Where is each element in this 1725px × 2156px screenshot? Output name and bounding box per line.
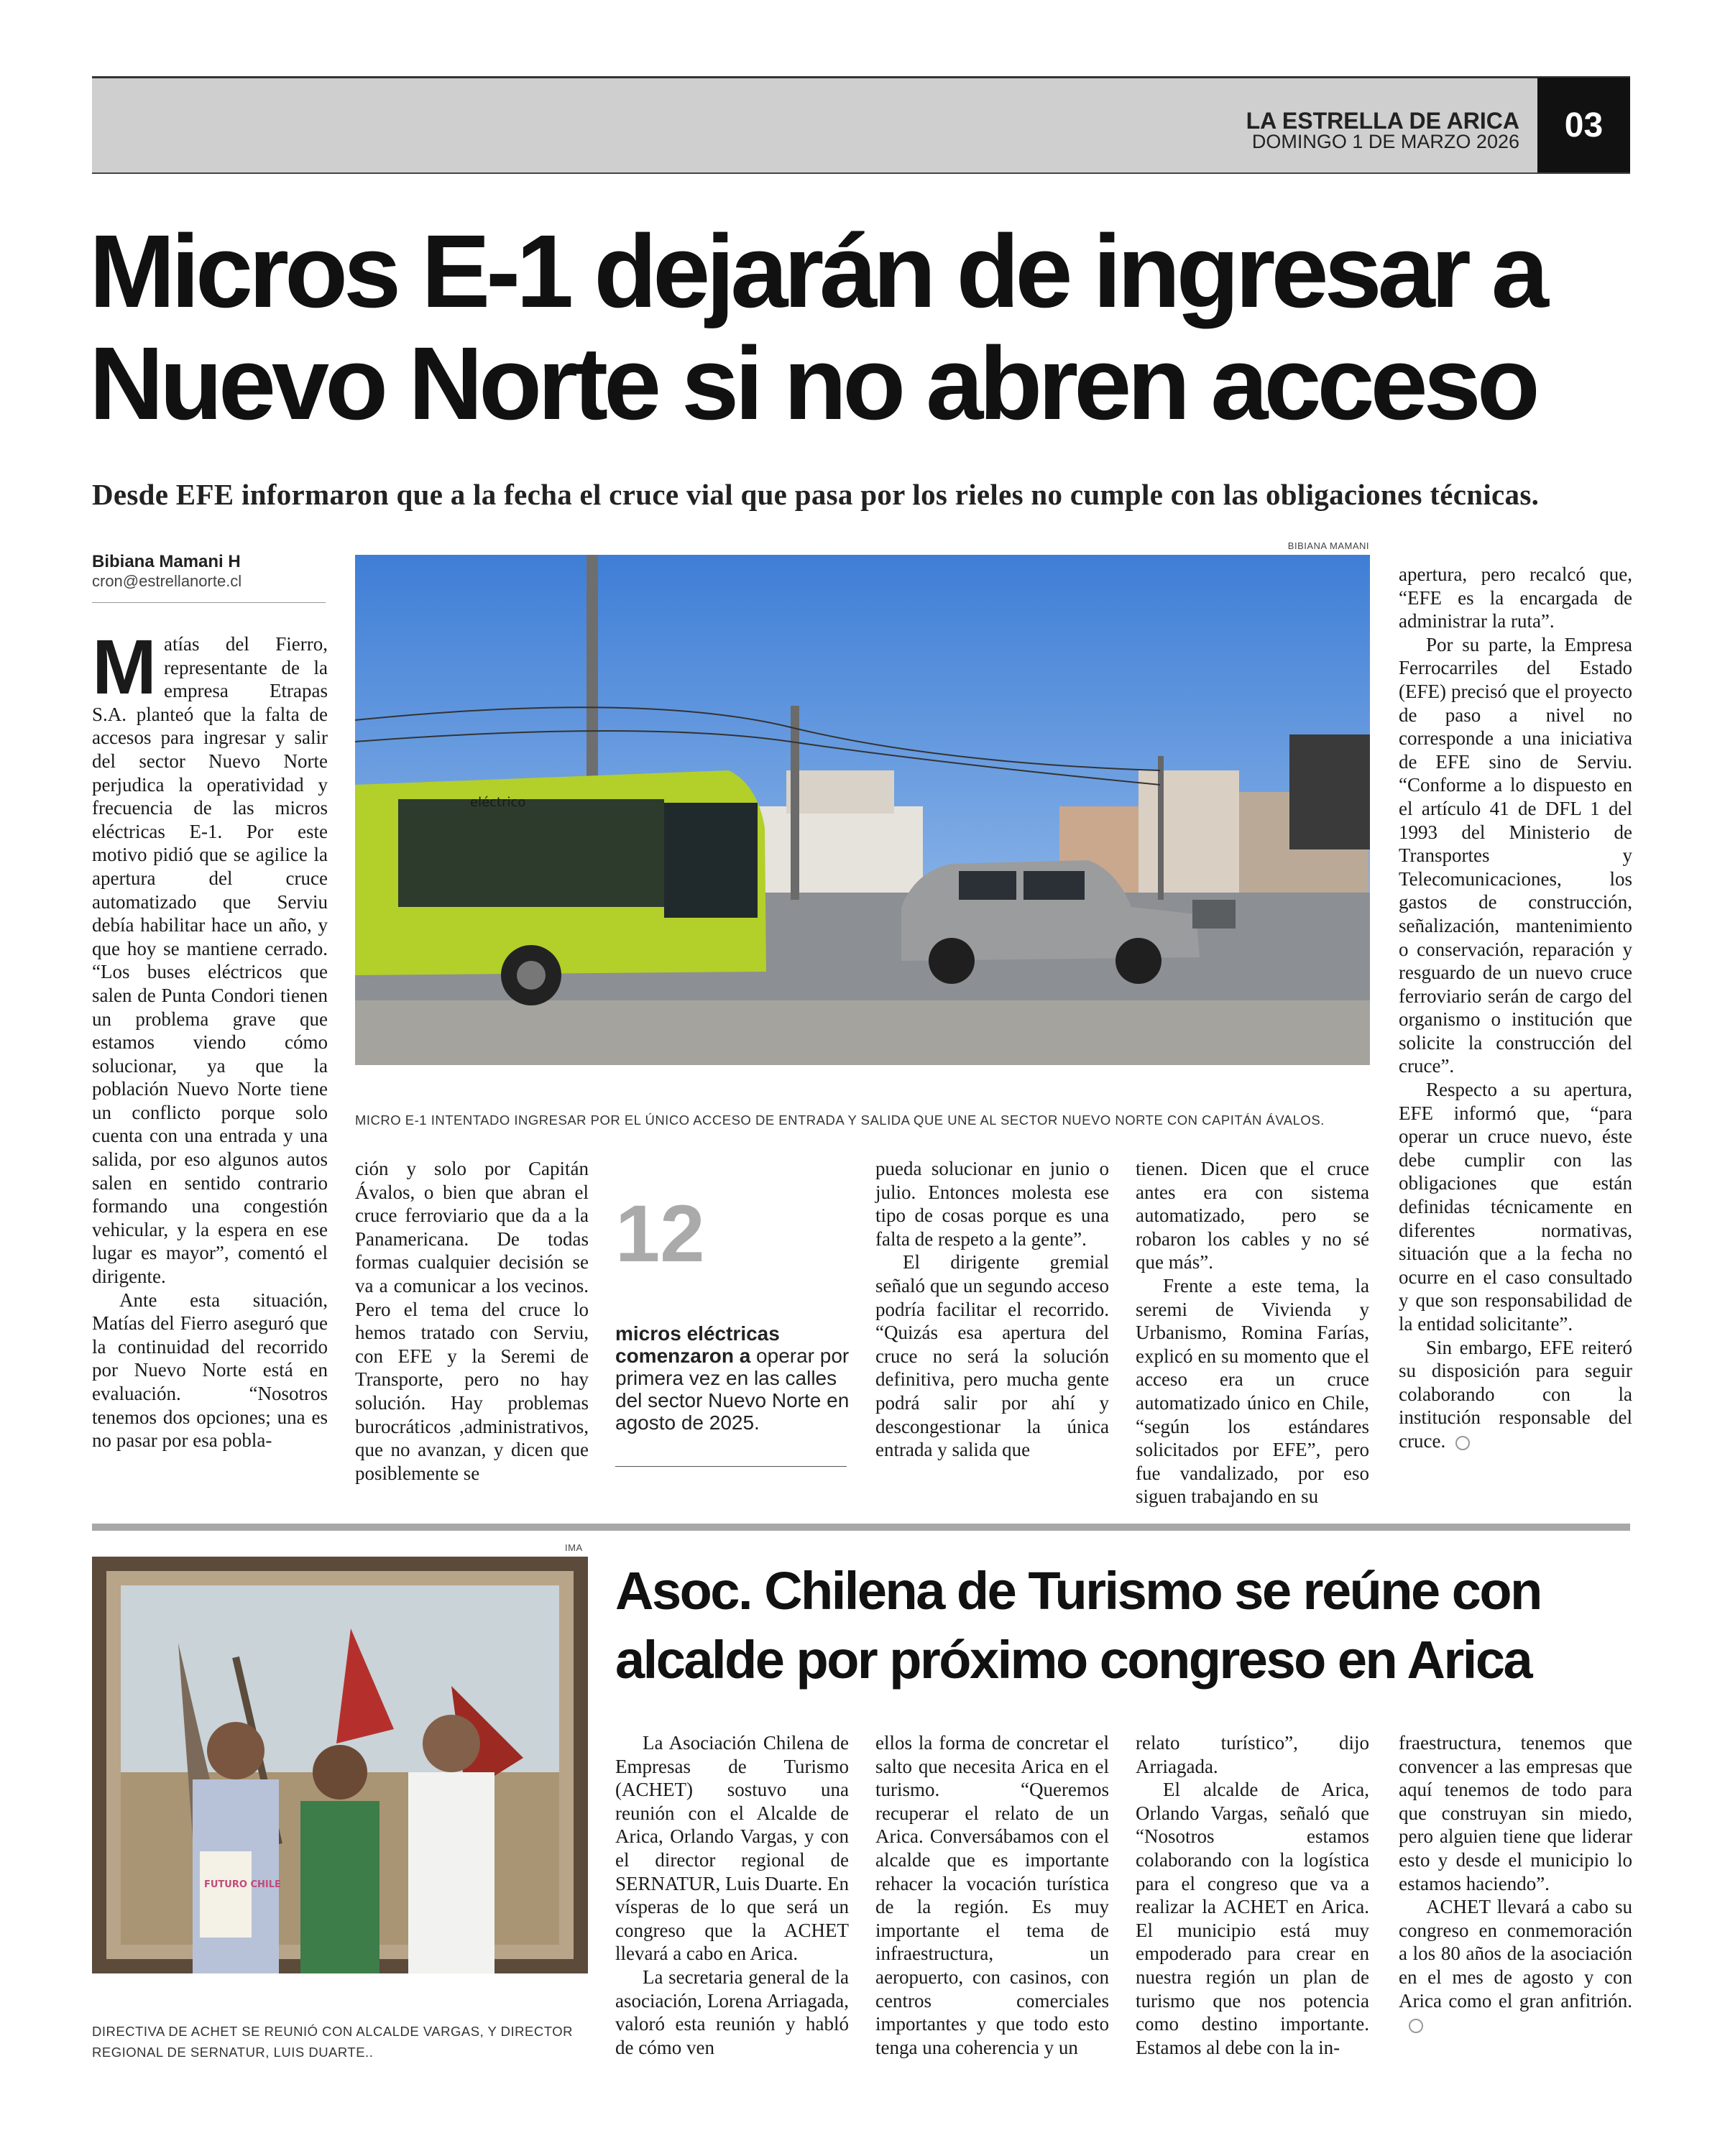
article1-col5-paragraph-1: apertura, pero recalcó que, “EFE es la encargada de administrar la ruta”. — [1399, 563, 1632, 632]
article1-col3-paragraph-2: El dirigente gremial señaló que un segundo acceso podría facilitar el recorrido. “Quizás esa apertura del cruce no será la solución definitiva, pero mucha gente podrá salir por ahí y descongestionar la única entrada y salida que — [875, 1251, 1109, 1461]
article1-column-4 — [1136, 1157, 1369, 1508]
article2-column-2 — [875, 1731, 1109, 2059]
article1-col1-paragraph-2: Ante esta situación, Matías del Fierro aseguró que la continuidad del recorrido por Nuevo Norte está en evaluación. “Nosotros tenemos dos opciones; una es no pasar por esa pobla- — [92, 1289, 328, 1452]
bus-sign: eléctrico — [470, 795, 526, 810]
drop-cap: M — [92, 623, 157, 710]
meeting-photo — [92, 1557, 588, 1973]
bus-photo-image — [355, 555, 1370, 1065]
article1-col1-paragraph-1: atías del Fierro, representante de la empresa Etrapas S.A. planteó que la falta de accesos para ingresar y salir del sector Nuevo Norte perjudica la operatividad y frecuencia de las micros eléctricas E-1. Por este motivo pidió que se agilice la apertura del cruce automatizado que Serviu debía habilitar hace un año, y que hoy se mantiene cerrado. “Los buses eléctricos que salen de Punta Condori tienen un problema grave que estamos viendo cómo solucionar, ya que la población Nuevo Norte tiene un conflicto porque solo cuenta con una entrada y una salida, por eso algunos autos salen en sentido contrario formando una congestión vehicular, y la espera en ese lugar es mayor”, comentó el dirigente. — [92, 633, 328, 1288]
header-top-rule — [92, 76, 1630, 78]
article-separator — [92, 1524, 1630, 1531]
article2-col2-paragraph-1: ellos la forma de concretar el salto que necesita Arica en el turismo. “Queremos recuperar el relato de un Arica. Conversábamos con el alcalde que es importante rehacer la vocación turística de la región. Es muy importante el tema de infraestructura, un aeropuerto, con casinos, con centros comerciales importantes y que todo esto tenga una coherencia y un — [875, 1732, 1109, 2058]
article1-col3-paragraph-1: pueda solucionar en junio o julio. Entonces molesta ese tipo de cosas porque es una falta de respeto a la gente”. — [875, 1158, 1109, 1250]
article1-col5-paragraph-4: Sin embargo, EFE reiteró su disposición para seguir colaborando con la institución responsable del cruce. — [1399, 1336, 1632, 1452]
stat-text-bold: micros eléctricas comenzaron a — [615, 1322, 780, 1367]
article2-col3-paragraph-1: relato turístico”, dijo Arriagada. — [1136, 1732, 1369, 1777]
article1-col4-paragraph-1: tienen. Dicen que el cruce antes era con sistema automatizado, pero se robaron los cables y no sé que más”. — [1136, 1158, 1369, 1273]
byline-rule — [92, 602, 326, 603]
photo1-credit: BIBIANA MAMANI — [1287, 540, 1369, 551]
end-of-article-2-icon — [1409, 2019, 1423, 2033]
article1-subheadline: Desde EFE informaron que a la fecha el cruce vial que pasa por los rieles no cumple con las obligaciones técnicas. — [92, 478, 1540, 511]
stat-number: 12 — [615, 1189, 705, 1279]
stat-text — [615, 1322, 852, 1434]
article1-column-3 — [875, 1157, 1109, 1462]
author-name: Bibiana Mamani H — [92, 552, 241, 571]
photo2-credit: IMA — [565, 1542, 583, 1553]
photo2-caption: DIRECTIVA DE ACHET SE REUNIÓ CON ALCALDE VARGAS, Y DIRECTOR REGIONAL DE SERNATUR, LUIS DUARTE.. — [92, 2024, 573, 2060]
article1-col2-paragraph-1: ción y solo por Capitán Ávalos, o bien que abran el cruce ferroviario que da a la Panamericana. De todas formas cualquier decisión se va a comunicar a los vecinos. Pero el tema del cruce lo hemos tratado con Serviu, con EFE y la Seremi de Transporte, pero no hay solución. Hay problemas burocráticos ,administrativos, que no avanzan, y dicen que posiblemente se — [355, 1158, 589, 1484]
bus-photo — [355, 555, 1370, 1065]
article1-col4-paragraph-2: Frente a este tema, la seremi de Vivienda y Urbanismo, Romina Farías, explicó en su momento que el acceso era un cruce automatizado único en Chile, “según los estándares solicitados por EFE”, pero fue vandalizado, por eso siguen trabajando en su — [1136, 1274, 1369, 1508]
article1-col5-paragraph-2: Por su parte, la Empresa Ferrocarriles del Estado (EFE) precisó que el proyecto de paso a nivel no corresponde a una iniciativa de EFE sino de Serviu. “Conforme a lo dispuesto en el artículo 41 de DFL 1 del 1993 del Ministerio de Transportes y Telecomunicaciones, los gastos de construcción, señalización, mantenimiento o conservación, reparación y resguardo de un nuevo cruce ferroviario serán de cargo del organismo o institución que solicite la construcción del cruce”. — [1399, 633, 1632, 1077]
article2-column-3 — [1136, 1731, 1369, 2059]
book-cover-text: FUTURO CHILE — [204, 1879, 281, 1890]
article1-headline — [89, 213, 1634, 441]
article1-column-1 — [92, 623, 328, 1452]
headline-line-2: Nuevo Norte si no abren acceso — [89, 326, 1536, 441]
article2-column-1 — [615, 1731, 849, 2059]
header-bottom-rule — [92, 172, 1630, 174]
headline-line-1: Micros E-1 dejarán de ingresar a — [89, 213, 1545, 329]
author-email: cron@estrellanorte.cl — [92, 572, 242, 590]
article2-col4-paragraph-2: ACHET llevará a cabo su congreso en conmemoración a los 80 años de la asociación en el mes de agosto y con Arica como el gran anfitrión. — [1399, 1896, 1632, 2012]
page-number: 03 — [1564, 106, 1604, 144]
article2-col1-paragraph-1: La Asociación Chilena de Empresas de Turismo (ACHET) sostuvo una reunión con el Alcalde de Arica, Orlando Vargas, y con el director regional de SERNATUR, Luis Duarte. En vísperas de lo que será un congreso que la ACHET llevará a cabo en Arica. — [615, 1732, 849, 1965]
article1-column-5 — [1399, 563, 1632, 1453]
stat-rule — [615, 1466, 847, 1467]
publication-name: LA ESTRELLA DE ARICA — [1246, 108, 1519, 134]
article2-headline-line-1: Asoc. Chilena de Turismo se reúne con — [615, 1561, 1541, 1621]
article2-col4-paragraph-1: fraestructura, tenemos que convencer a las empresas que aquí tenemos de todo para que construyan sin miedo, pero alguien tiene que liderar esto y desde el municipio lo estamos haciendo”. — [1399, 1732, 1632, 1894]
meeting-photo-image — [92, 1557, 588, 1973]
article2-col3-paragraph-2: El alcalde de Arica, Orlando Vargas, señaló que “Nosotros estamos colaborando con la logística para el congreso que va a realizar la ACHET en Arica. El municipio está muy empoderado para crear en nuestra región un plan de turismo que nos potencia como destino importante. Estamos al debe con la in- — [1136, 1779, 1369, 2058]
article2-headline-line-2: alcalde por próximo congreso en Arica — [615, 1630, 1532, 1690]
end-of-article-icon — [1455, 1436, 1470, 1450]
article2-column-4 — [1399, 1731, 1632, 2036]
stat-text-regular: operar por primera vez en las calles del sector Nuevo Norte en agosto de 2025. — [615, 1345, 850, 1434]
article1-col5-paragraph-3: Respecto a su apertura, EFE informó que, “para operar un cruce nuevo, éste debe cumplir con las obligaciones que están definidas técnicamente en diferentes normativas, situación que a la fecha no ocurre en el caso consultado y que son responsabilidad de la entidad solicitante”. — [1399, 1079, 1632, 1335]
article1-column-2 — [355, 1157, 589, 1485]
page-number-box — [1537, 78, 1630, 172]
article2-col1-paragraph-2: La secretaria general de la asociación, Lorena Arriagada, valoró esta reunión y habló de cómo ven — [615, 1966, 849, 2058]
publication-date: DOMINGO 1 DE MARZO 2026 — [1251, 131, 1519, 152]
photo1-caption: MICRO E-1 INTENTADO INGRESAR POR EL ÚNICO ACCESO DE ENTRADA Y SALIDA QUE UNE AL SECTOR NUEVO NORTE CON CAPITÁN ÁVALOS. — [355, 1112, 1325, 1128]
article2-headline — [615, 1557, 1636, 1695]
